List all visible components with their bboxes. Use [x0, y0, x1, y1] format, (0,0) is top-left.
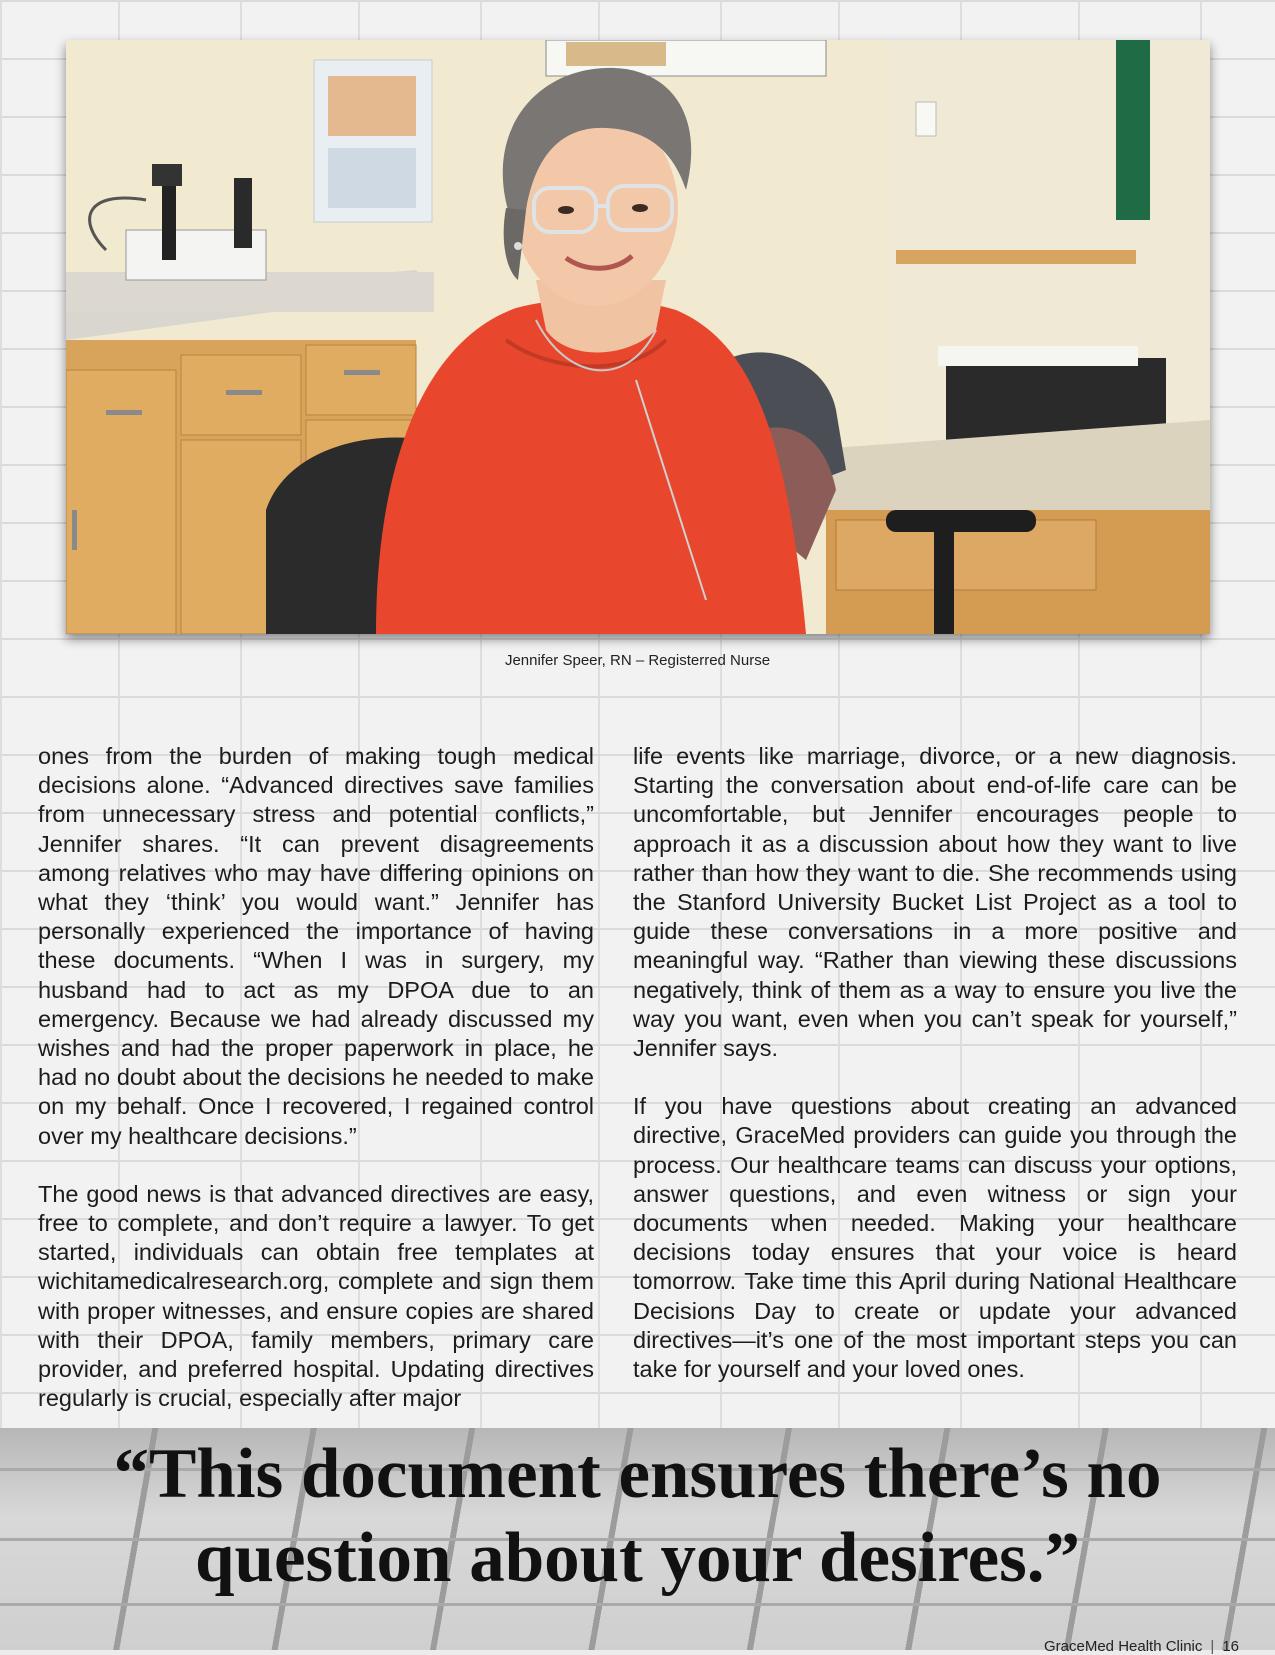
footer-separator: |	[1210, 1638, 1215, 1655]
publication-name: GraceMed Health Clinic	[1044, 1638, 1203, 1655]
photo-caption: Jennifer Speer, RN – Registerred Nurse	[504, 652, 771, 669]
article-column-right	[633, 742, 1237, 1413]
article-paragraph: life events like marriage, divorce, or a new diagnosis. Starting the conversation about end-of-life care can be uncomfortable, but Jennifer encourages people to approach it as a discussion about how they want to live rather than how they want to die. She recommends using the Stanford University Bucket List Project as a tool to guide these conversations in a more positive and meaningful way. “Rather than viewing these discussions negatively, think of them as a way to ensure you live the way you want, even when you can’t speak for yourself,” Jennifer says.	[633, 743, 1237, 1062]
page-footer	[1044, 1638, 1239, 1655]
pull-quote	[60, 1432, 1215, 1600]
article-paragraph: If you have questions about creating an advanced directive, GraceMed providers can guide you through the process. Our healthcare teams can discuss your options, answer questions, and even witness or sign your documents when needed. Making your healthcare decisions today ensures that your voice is heard tomorrow. Take time this April during National Healthcare Decisions Day to create or update your advanced directives—it’s one of the most important steps you can take for yourself and your loved ones.	[633, 1093, 1237, 1383]
article-column-left	[38, 742, 594, 1442]
pull-quote-line-2: question about your desires.”	[194, 1519, 1081, 1597]
nurse-photo	[66, 40, 1210, 634]
pull-quote-line-1: “This document ensures there’s no	[113, 1435, 1162, 1513]
article-paragraph: ones from the burden of making tough medical decisions alone. “Advanced directives save families from unnecessary stress and potential conflicts,” Jennifer shares. “It can prevent disagreements among relatives who may have differing opinions on what they ‘think’ you would want.” Jennifer has personally experienced the importance of having these documents. “When I was in surgery, my husband had to act as my DPOA due to an emergency. Because we had already discussed my wishes and had the proper paperwork in place, he had no doubt about the decisions he needed to make on my behalf. Once I recovered, I regained control over my healthcare decisions.”	[38, 743, 594, 1149]
page-number: 16	[1222, 1638, 1239, 1655]
article-paragraph: The good news is that advanced directives are easy, free to complete, and don’t require a lawyer. To get started, individuals can obtain free templates at wichitamedicalresearch.org, complete and sign them with proper witnesses, and ensure copies are shared with their DPOA, family members, primary care provider, and preferred hospital. Updating directives regularly is crucial, especially after major	[38, 1180, 594, 1412]
